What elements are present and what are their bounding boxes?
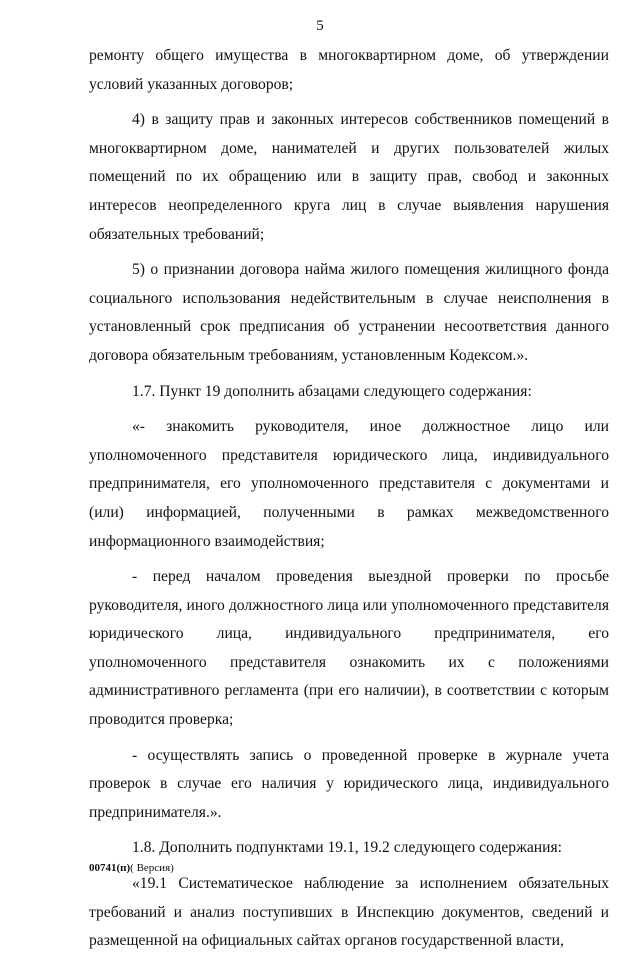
footer-code: 00741(п) (89, 862, 131, 874)
footer-version (89, 862, 174, 874)
footer-version-label: ( Версия) (130, 862, 174, 874)
paragraph-clause-1-8: 1.8. Дополнить подпунктами 19.1, 19.2 следующего содержания: (132, 839, 562, 857)
paragraph-dash-3: - осуществлять запись о проведенной проверке в журнале учета проверок в случае его наличия у юридического лица, индивидуального предпринимателя.». (89, 746, 609, 821)
paragraph-item-4: 4) в защиту прав и законных интересов собственников помещений в многоквартирном доме, нанимателей и других пользователей жилых помещений по их обращению или в защиту прав, свобод и законных интересов неопределенного круга лиц в случае выявления нарушения обязательных требований; (89, 111, 609, 243)
paragraph-clause-19-1: «19.1 Систематическое наблюдение за исполнением обязательных требований и анализ поступивших в Инспекцию документов, сведений и размещенной на официальных сайтах органов государственной власти, (89, 875, 609, 950)
paragraph-dash-1: «- знакомить руководителя, иное должностное лицо или уполномоченного представителя юридического лица, индивидуального предпринимателя, его уполномоченного представителя с документами и (или) информацией, полученными в рамках межведомственного информационного взаимодействия; (89, 418, 609, 550)
paragraph-dash-2: - перед началом проведения выездной проверки по просьбе руководителя, иного должностного лица или уполномоченного представителя юридического лица, индивидуального предпринимателя, его уполномоченного представителя ознакомить их с положениями административного регламента (при его наличии), в соответствии с которым проводится проверка; (89, 568, 609, 729)
paragraph-clause-1-7: 1.7. Пункт 19 дополнить абзацами следующего содержания: (132, 382, 532, 400)
document-body (89, 42, 609, 956)
paragraph-continuation: ремонту общего имущества в многоквартирном доме, об утверждении условий указанных договоров; (89, 47, 609, 93)
paragraph-item-5: 5) о признании договора найма жилого помещения жилищного фонда социального использования недействительным в случае неисполнения в установленный срок предписания об устранении несоответствия данного договора обязательным требованиям, установленным Кодексом.». (89, 261, 609, 364)
page-number: 5 (316, 18, 324, 34)
